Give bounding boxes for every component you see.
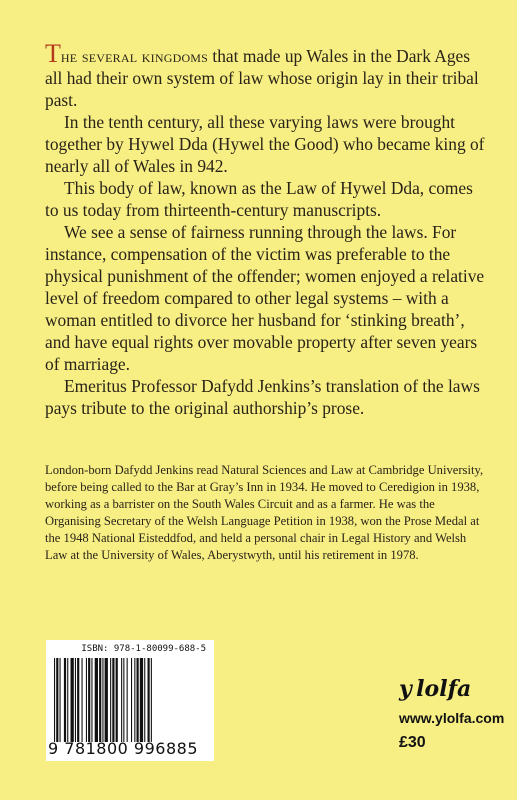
blurb xyxy=(45,39,485,419)
blurb-paragraph-2: In the tenth century, all these varying laws were brought together by Hywel Dda (Hywel the Good) who became king of nearly all of Wales in 942. xyxy=(45,112,485,176)
publisher-url[interactable]: www.ylolfa.com xyxy=(399,710,505,726)
barcode-number: 9 781800 996885 xyxy=(48,739,199,758)
blurb-paragraph-1 xyxy=(45,39,485,111)
blurb-paragraph-1-rest: that made up Wales in the Dark Ages all had their own system of law whose origin lay in their tribal past. xyxy=(45,46,479,110)
blurb-paragraph-3: This body of law, known as the Law of Hywel Dda, comes to us today from thirteenth-century manuscripts. xyxy=(45,178,473,220)
barcode-box xyxy=(46,640,214,761)
isbn-label: ISBN: 978-1-80099-688-5 xyxy=(81,644,206,654)
lead-smallcaps: he several kingdoms xyxy=(60,46,209,66)
blurb-paragraph-5: Emeritus Professor Dafydd Jenkins’s translation of the laws pays tribute to the original authorship’s prose. xyxy=(45,376,480,418)
price: £30 xyxy=(399,734,426,751)
drop-cap: T xyxy=(45,39,61,68)
publisher-logo: y lolfa xyxy=(399,676,472,702)
barcode-icon xyxy=(54,658,206,742)
blurb-paragraph-4: We see a sense of fairness running through the laws. For instance, compensation of the victim was preferable to the physical punishment of the offender; women enjoyed a relative level of freedom compared to other legal systems – with a woman entitled to divorce her husband for ‘stinking breath’, and have equal rights over movable property after seven years of marriage. xyxy=(45,222,485,374)
author-bio: London-born Dafydd Jenkins read Natural Sciences and Law at Cambridge University, before being called to the Bar at Gray’s Inn in 1934. He moved to Ceredigion in 1938, working as a barrister on the South Wales Circuit and as a farmer. He was the Organising Secretary of the Welsh Language Petition in 1938, won the Prose Medal at the 1948 National Eisteddfod, and held a personal chair in Legal History and Welsh Law at the University of Wales, Aberystwyth, until his retirement in 1978. xyxy=(45,463,484,562)
